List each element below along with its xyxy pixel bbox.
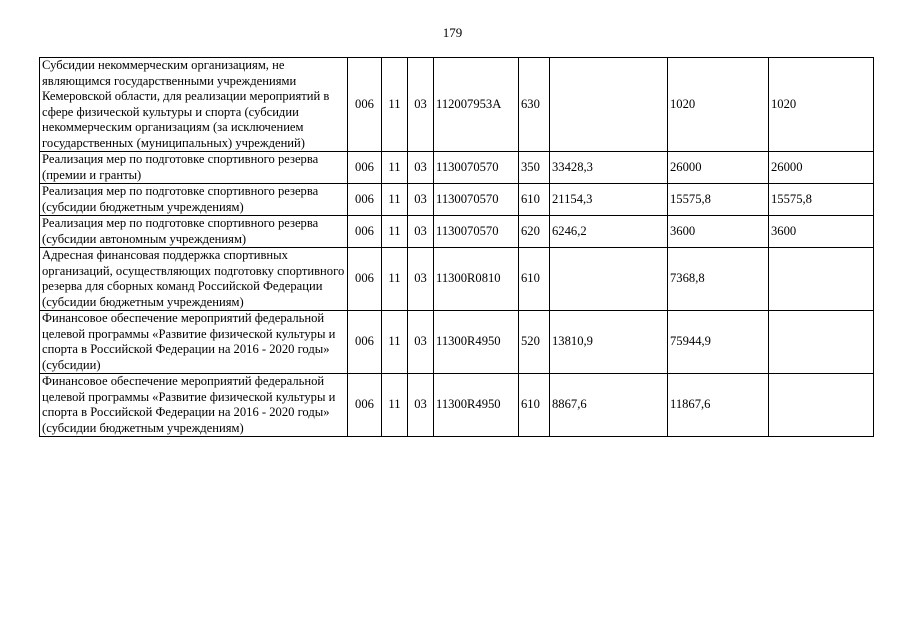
expense-type-code: 630 — [519, 58, 550, 152]
expense-name: Финансовое обеспечение мероприятий федеральной целевой программы «Развитие физической культуры и спорта в Российской Федерации на 2016 - 2020 годы» (субсидии бюджетным учреждениям) — [40, 374, 348, 437]
ministry-code: 006 — [348, 374, 382, 437]
expense-name: Финансовое обеспечение мероприятий федеральной целевой программы «Развитие физической культуры и спорта в Российской Федерации на 2016 - 2020 годы» (субсидии) — [40, 311, 348, 374]
table-row — [40, 184, 874, 216]
expense-name: Субсидии некоммерческим организациям, не являющимся государственными учреждениями Кемеровской области, для реализации мероприятий в сфере физической культуры и спорта (субсидии некоммерческим организациям (за исключением государственных (муниципальных) учреждений) — [40, 58, 348, 152]
amount-year-2: 11867,6 — [668, 374, 769, 437]
amount-year-3 — [769, 374, 874, 437]
amount-year-3 — [769, 248, 874, 311]
amount-year-1 — [550, 248, 668, 311]
target-article-code: 11300R4950 — [434, 374, 519, 437]
expense-type-code: 610 — [519, 248, 550, 311]
expense-type-code: 520 — [519, 311, 550, 374]
subsection-code: 03 — [408, 152, 434, 184]
amount-year-3: 15575,8 — [769, 184, 874, 216]
table-row — [40, 152, 874, 184]
ministry-code: 006 — [348, 248, 382, 311]
amount-year-3: 3600 — [769, 216, 874, 248]
target-article-code: 112007953A — [434, 58, 519, 152]
expense-type-code: 350 — [519, 152, 550, 184]
table-row — [40, 216, 874, 248]
amount-year-1 — [550, 58, 668, 152]
budget-table — [39, 57, 874, 437]
page-number: 179 — [442, 25, 463, 40]
subsection-code: 03 — [408, 216, 434, 248]
target-article-code: 1130070570 — [434, 216, 519, 248]
expense-name: Адресная финансовая поддержка спортивных организаций, осуществляющих подготовку спортивного резерва для сборных команд Российской Федерации (субсидии бюджетным учреждениям) — [40, 248, 348, 311]
table-row — [40, 58, 874, 152]
amount-year-2: 26000 — [668, 152, 769, 184]
expense-type-code: 620 — [519, 216, 550, 248]
section-code: 11 — [382, 184, 408, 216]
amount-year-3: 1020 — [769, 58, 874, 152]
expense-name: Реализация мер по подготовке спортивного резерва (субсидии автономным учреждениям) — [40, 216, 348, 248]
amount-year-1: 6246,2 — [550, 216, 668, 248]
expense-name: Реализация мер по подготовке спортивного резерва (субсидии бюджетным учреждениям) — [40, 184, 348, 216]
table-row — [40, 374, 874, 437]
subsection-code: 03 — [408, 311, 434, 374]
subsection-code: 03 — [408, 184, 434, 216]
expense-name: Реализация мер по подготовке спортивного резерва (премии и гранты) — [40, 152, 348, 184]
table-row — [40, 311, 874, 374]
amount-year-1: 8867,6 — [550, 374, 668, 437]
section-code: 11 — [382, 374, 408, 437]
table-row — [40, 248, 874, 311]
section-code: 11 — [382, 311, 408, 374]
ministry-code: 006 — [348, 184, 382, 216]
ministry-code: 006 — [348, 311, 382, 374]
target-article-code: 11300R4950 — [434, 311, 519, 374]
subsection-code: 03 — [408, 248, 434, 311]
section-code: 11 — [382, 216, 408, 248]
expense-type-code: 610 — [519, 184, 550, 216]
target-article-code: 1130070570 — [434, 184, 519, 216]
subsection-code: 03 — [408, 58, 434, 152]
amount-year-2: 75944,9 — [668, 311, 769, 374]
target-article-code: 1130070570 — [434, 152, 519, 184]
section-code: 11 — [382, 248, 408, 311]
amount-year-2: 3600 — [668, 216, 769, 248]
amount-year-2: 7368,8 — [668, 248, 769, 311]
section-code: 11 — [382, 58, 408, 152]
amount-year-2: 1020 — [668, 58, 769, 152]
ministry-code: 006 — [348, 216, 382, 248]
expense-type-code: 610 — [519, 374, 550, 437]
ministry-code: 006 — [348, 152, 382, 184]
section-code: 11 — [382, 152, 408, 184]
amount-year-3: 26000 — [769, 152, 874, 184]
amount-year-1: 33428,3 — [550, 152, 668, 184]
amount-year-1: 13810,9 — [550, 311, 668, 374]
table-body — [40, 58, 874, 437]
ministry-code: 006 — [348, 58, 382, 152]
target-article-code: 11300R0810 — [434, 248, 519, 311]
subsection-code: 03 — [408, 374, 434, 437]
amount-year-2: 15575,8 — [668, 184, 769, 216]
amount-year-3 — [769, 311, 874, 374]
amount-year-1: 21154,3 — [550, 184, 668, 216]
